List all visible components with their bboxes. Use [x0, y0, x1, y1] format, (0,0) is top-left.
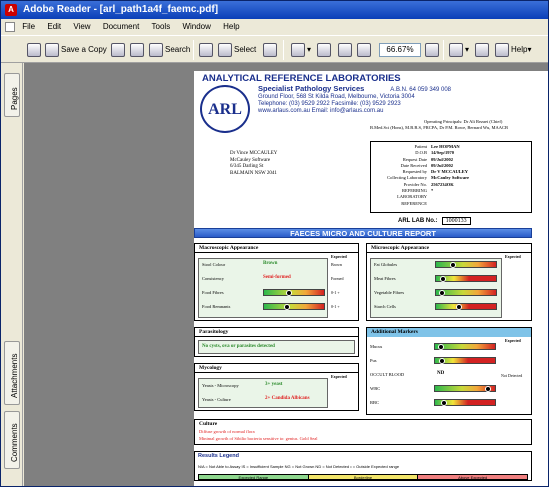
- macro-results: [198, 258, 328, 318]
- tab-pages-label: Pages: [10, 87, 19, 110]
- menu-tools[interactable]: Tools: [151, 22, 171, 31]
- starch-cells-bar: [435, 303, 497, 310]
- micro-expected-header: Expected: [505, 254, 521, 259]
- help-icon: [495, 43, 509, 57]
- fat-globules-bar: [435, 261, 497, 268]
- consistency-value: Semi-formed: [263, 275, 291, 280]
- pus-bar: [434, 357, 496, 364]
- macro-expected-2: 0-1 +: [331, 290, 340, 295]
- yeast-culture-label: Yeasts - Culture: [202, 397, 231, 402]
- starch-cells-label: Starch Cells: [374, 304, 396, 309]
- camera-icon: [263, 43, 277, 57]
- parasitology-title: Parasitology: [195, 328, 358, 337]
- snapshot-button[interactable]: [263, 40, 279, 60]
- pdf-page: [194, 71, 548, 487]
- toolbar: [1, 35, 548, 63]
- zoom-level-field[interactable]: 66.67%: [379, 43, 421, 57]
- doctor-address: Dr Vince MCCAULEY McCauley Software 6/345 Darling St BALMAIN NSW 2041: [230, 151, 278, 176]
- patient-field-value: 09/Jul/2002: [431, 156, 454, 162]
- rotate-button[interactable]: [475, 40, 491, 60]
- legend-items: N/A = Not Able to Assay IS = Insufficient Sample NG = Not Grown ND = Not Detected • = Outside Expected range: [198, 464, 400, 469]
- tab-comments[interactable]: [4, 411, 20, 469]
- legend-band-borderline: Borderline: [308, 475, 419, 479]
- title-bar: [1, 1, 548, 19]
- patient-field-value: 14/Sep/1970: [431, 150, 455, 156]
- patient-field-value: 2567234OK: [431, 181, 454, 187]
- principals-line: Operating Principals: Dr Ali Rezaei (Chief): [424, 119, 503, 124]
- macroscopic-title: Macroscopic Appearance: [195, 244, 358, 253]
- stool-colour-label: Stool Colour: [202, 262, 226, 267]
- select-tool-button[interactable]: [218, 40, 256, 60]
- help-button[interactable]: Help▾: [495, 40, 531, 60]
- additional-markers-section: [366, 327, 532, 415]
- principals-line-2: B.Med.Sci (Hons), M.B.B.S, FRCPA, Dr P.M. Rowe, Bernard Wu, MAACB: [370, 125, 508, 130]
- menu-document[interactable]: Document: [102, 22, 140, 31]
- patient-field-label: Requested by: [402, 169, 427, 175]
- vegetable-fibres-label: Vegetable Fibres: [374, 290, 405, 295]
- mycology-title: Mycology: [195, 364, 358, 373]
- zoom-in-button[interactable]: [425, 40, 441, 60]
- patient-field-label: Collecting Laboratory: [387, 175, 427, 181]
- macro-expected-header: Expected: [331, 254, 347, 259]
- menu-help[interactable]: Help: [223, 22, 240, 31]
- rotate-icon: [475, 43, 489, 57]
- patient-field-value: 09/Jul/2002: [431, 162, 454, 168]
- result-marker: [485, 386, 491, 392]
- food-remnants-bar: [263, 303, 325, 310]
- help-label: Help: [511, 45, 528, 54]
- yeast-microscopy-value: 3+ yeast: [265, 382, 283, 387]
- culture-title: Culture: [199, 421, 218, 427]
- toolbar-separator: [193, 40, 194, 60]
- legend-band-above: Above Expected: [418, 475, 527, 479]
- lab-no-value: 1000133: [442, 217, 471, 225]
- patient-field-value: Lee HOPMAN: [431, 144, 460, 149]
- results-legend: [194, 451, 532, 481]
- occult-blood-label: OCCULT BLOOD: [370, 372, 405, 377]
- lab-name: ANALYTICAL REFERENCE LABORATORIES: [202, 73, 401, 84]
- toolbar-separator: [443, 40, 444, 60]
- menu-view[interactable]: View: [73, 22, 91, 31]
- occult-blood-value: ND: [437, 371, 445, 376]
- result-marker: [439, 290, 445, 296]
- culture-line-1: Diffuse growth of normal flora: [199, 429, 255, 434]
- menu-window[interactable]: Window: [182, 22, 211, 31]
- email-icon: [130, 43, 144, 57]
- yeast-microscopy-label: Yeasts - Microscopy: [202, 383, 239, 388]
- abn: A.B.N. 64 059 349 008: [390, 87, 452, 93]
- wbc-bar: [434, 385, 496, 392]
- fit-page-icon: [338, 43, 352, 57]
- additional-markers-title: Additional Markers: [367, 328, 531, 337]
- parasitology-result: No cysts, ova or parasites detected: [202, 344, 275, 349]
- page-icon: [317, 43, 331, 57]
- meat-fibres-bar: [435, 275, 497, 282]
- occult-blood-expected: Not Detected: [501, 373, 523, 378]
- rbc-label: RBC: [370, 400, 380, 405]
- wbc-label: WBC: [370, 386, 381, 391]
- fat-globules-label: Fat Globules: [374, 262, 398, 267]
- culture-line-2: Minimal growth of Sibilio bacteria sensitive to: genius. Gold Seal: [199, 436, 318, 441]
- magnifier-icon: [291, 43, 305, 57]
- email-button[interactable]: [130, 40, 146, 60]
- menu-edit[interactable]: Edit: [47, 22, 62, 31]
- legend-bands: [198, 474, 528, 480]
- micro-results: [370, 258, 502, 318]
- result-marker: [450, 262, 456, 268]
- service-line: [258, 84, 451, 93]
- tab-pages[interactable]: [4, 73, 20, 117]
- culture-section: [194, 419, 532, 445]
- microscopic-section: [366, 243, 532, 321]
- macro-expected-3: 0-1 +: [331, 304, 340, 309]
- stool-colour-value: Brown: [263, 261, 278, 266]
- menu-file[interactable]: File: [22, 22, 36, 31]
- mycology-expected-header: Expected: [331, 374, 347, 379]
- pus-label: Pus: [370, 358, 377, 363]
- text-cursor-icon: [218, 43, 232, 57]
- legend-band-expected: Expected Range: [199, 475, 308, 479]
- save-copy-label: Save a Copy: [61, 45, 107, 54]
- patient-field-label: Date Received: [400, 162, 427, 168]
- result-marker: [439, 358, 445, 364]
- mucus-bar: [434, 343, 496, 350]
- web-line: www.arlaus.com.au Email: info@arlaus.com.au: [258, 108, 384, 114]
- meat-fibres-label: Meat Fibres: [374, 276, 396, 281]
- result-marker: [441, 400, 447, 406]
- additional-expected-header: Expected: [505, 338, 521, 343]
- phone-line: Telephone: (03) 9529 2922 Facsimile: (03) 9529 2923: [258, 101, 401, 107]
- patient-field-label: REFERRING LABORATORY REFERENCE: [397, 188, 427, 206]
- patient-field-label: D.O.B: [415, 150, 427, 156]
- parasitology-result-box: [198, 340, 355, 354]
- mucus-label: Mucus: [370, 344, 383, 349]
- mycology-results: [198, 378, 328, 408]
- document-icon: [5, 22, 15, 32]
- patient-field-value: *: [431, 188, 434, 194]
- open-button[interactable]: [27, 40, 43, 60]
- print-button[interactable]: [111, 40, 127, 60]
- page-layout-button[interactable]: ▾: [449, 40, 469, 60]
- patient-field-label: Provider No.: [403, 181, 427, 187]
- patient-field-row: [373, 188, 529, 207]
- food-remnants-label: Food Remnants: [202, 304, 231, 309]
- legend-title: Results Legend: [198, 453, 239, 459]
- patient-details: [370, 141, 532, 213]
- floppy-disk-icon: [45, 43, 59, 57]
- report-banner: FAECES MICRO AND CULTURE REPORT: [194, 228, 532, 238]
- zoom-tool-button[interactable]: ▾: [291, 40, 311, 60]
- parasitology-section: [194, 327, 359, 357]
- vegetable-fibres-bar: [435, 289, 497, 296]
- zoom-out-button[interactable]: [357, 40, 373, 60]
- arl-logo: ARL: [200, 85, 250, 133]
- toolbar-separator: [283, 40, 284, 60]
- window-title: Adobe Reader - [arl_path1a4f_faemc.pdf]: [23, 4, 219, 15]
- lab-no-label: ARL LAB No.:: [398, 218, 438, 224]
- binoculars-icon: [149, 43, 163, 57]
- search-button[interactable]: [149, 40, 190, 60]
- food-fibres-label: Food Fibres: [202, 290, 224, 295]
- result-marker: [286, 290, 292, 296]
- result-marker: [438, 344, 444, 350]
- search-label: Search: [165, 45, 191, 54]
- save-copy-button[interactable]: [45, 40, 107, 60]
- folder-open-icon: [27, 43, 41, 57]
- tab-attachments-label: Attachments: [10, 353, 19, 398]
- patient-field-label: Patient: [414, 144, 427, 149]
- navigation-pane: [1, 63, 23, 487]
- tab-attachments[interactable]: [4, 341, 20, 405]
- actual-size-button[interactable]: [317, 40, 333, 60]
- mycology-section: [194, 363, 359, 411]
- printer-icon: [111, 43, 125, 57]
- result-marker: [284, 304, 290, 310]
- result-marker: [440, 276, 446, 282]
- tab-comments-label: Comments: [10, 423, 19, 462]
- adobe-reader-icon: A: [5, 4, 17, 16]
- consistency-label: Consistency: [202, 276, 224, 281]
- document-canvas[interactable]: [24, 63, 548, 487]
- macroscopic-section: [194, 243, 359, 321]
- microscopic-title: Microscopic Appearance: [367, 244, 531, 253]
- fit-page-button[interactable]: [338, 40, 354, 60]
- patient-field-label: Request Date: [402, 156, 427, 162]
- patient-field-value: McCauley Software: [431, 175, 470, 181]
- macro-expected-0: Brown: [331, 262, 342, 267]
- menu-bar: [1, 19, 548, 35]
- service-name: Specialist Pathology Services: [258, 84, 365, 93]
- hand-icon: [199, 43, 213, 57]
- lab-number: [398, 217, 471, 225]
- food-fibres-bar: [263, 289, 325, 296]
- address-line: Ground Floor, 568 St Kilda Road, Melbourne, Victoria 3004: [258, 94, 415, 100]
- page-layout-icon: [449, 43, 463, 57]
- hand-tool-button[interactable]: [199, 40, 215, 60]
- yeast-culture-value: 2+ Candida Albicans: [265, 396, 310, 401]
- minus-icon: [357, 43, 371, 57]
- rbc-bar: [434, 399, 496, 406]
- plus-icon: [425, 43, 439, 57]
- macro-expected-1: Formed: [331, 276, 344, 281]
- result-marker: [456, 304, 462, 310]
- patient-field-value: Dr V MCCAULEY: [431, 169, 469, 175]
- select-label: Select: [234, 45, 257, 54]
